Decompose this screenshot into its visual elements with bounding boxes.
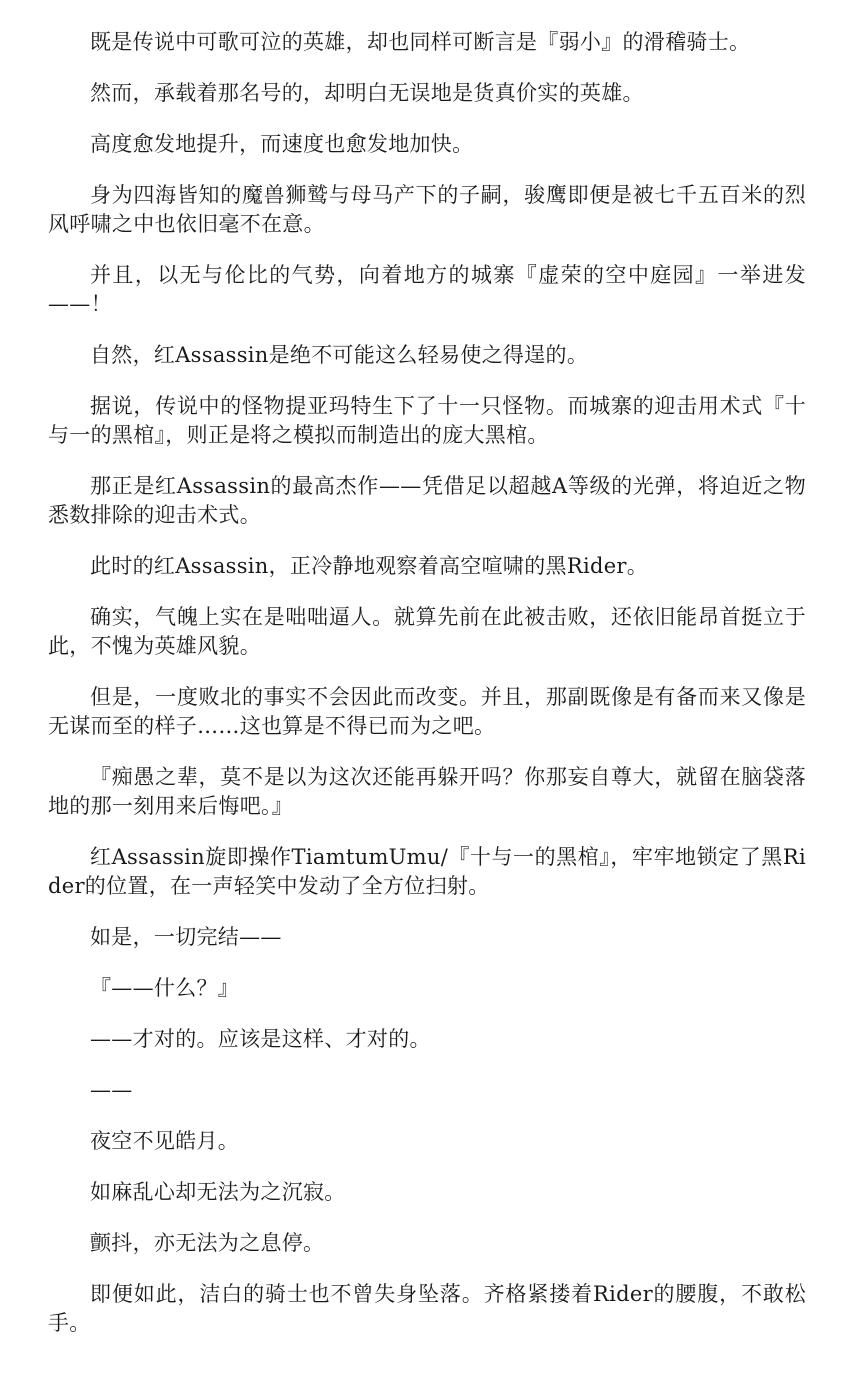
paragraph: 那正是红Assassin的最高杰作——凭借足以超越A等级的光弹，将迫近之物悉数排除的迎击术式。	[48, 474, 806, 527]
paragraph: 并且，以无与伦比的气势，向着地方的城寨『虚荣的空中庭园』一举进发——！	[48, 263, 806, 316]
paragraph: 自然，红Assassin是绝不可能这么轻易使之得逞的。	[90, 343, 589, 367]
paragraph: 如是，一切完结——	[90, 925, 282, 949]
paragraph: 但是，一度败北的事实不会因此而改变。并且，那副既像是有备而来又像是无谋而至的样子……这也算是不得已而为之吧。	[48, 685, 806, 738]
paragraph: 据说，传说中的怪物提亚玛特生下了十一只怪物。而城寨的迎击用术式『十与一的黑棺』，则正是将之模拟而制造出的庞大黑棺。	[48, 394, 806, 447]
paragraph: 即便如此，洁白的骑士也不曾失身坠落。齐格紧搂着Rider的腰腹，不敢松手。	[48, 1282, 806, 1335]
paragraph: 颤抖，亦无法为之息停。	[90, 1231, 325, 1255]
paragraph: 红Assassin旋即操作TiamtumUmu/『十与一的黑棺』，牢牢地锁定了黑Rider的位置，在一声轻笑中发动了全方位扫射。	[48, 845, 806, 898]
paragraph: ——	[90, 1078, 133, 1102]
paragraph: 身为四海皆知的魔兽狮鹫与母马产下的子嗣，骏鹰即便是被七千五百米的烈风呼啸之中也依旧毫不在意。	[48, 183, 806, 236]
paragraph: 既是传说中可歌可泣的英雄，却也同样可断言是『弱小』的滑稽骑士。	[90, 30, 751, 54]
paragraph: 『——什么？』	[90, 976, 240, 1000]
paragraph: 如麻乱心却无法为之沉寂。	[90, 1180, 346, 1204]
paragraph: 夜空不见皓月。	[90, 1129, 240, 1153]
paragraph: 确实，气魄上实在是咄咄逼人。就算先前在此被击败，还依旧能昂首挺立于此，不愧为英雄风貌。	[48, 605, 806, 658]
paragraph: 然而，承载着那名号的，却明白无误地是货真价实的英雄。	[90, 81, 644, 105]
paragraph: ——才对的。应该是这样、才对的。	[90, 1027, 431, 1051]
paragraph: 此时的红Assassin，正冷静地观察着高空喧啸的黑Rider。	[90, 554, 649, 578]
document-page	[48, 28, 806, 1360]
paragraph: 『痴愚之辈，莫不是以为这次还能再躲开吗？你那妄自尊大，就留在脑袋落地的那一刻用来后悔吧。』	[48, 765, 806, 818]
paragraph: 高度愈发地提升，而速度也愈发地加快。	[90, 132, 474, 156]
